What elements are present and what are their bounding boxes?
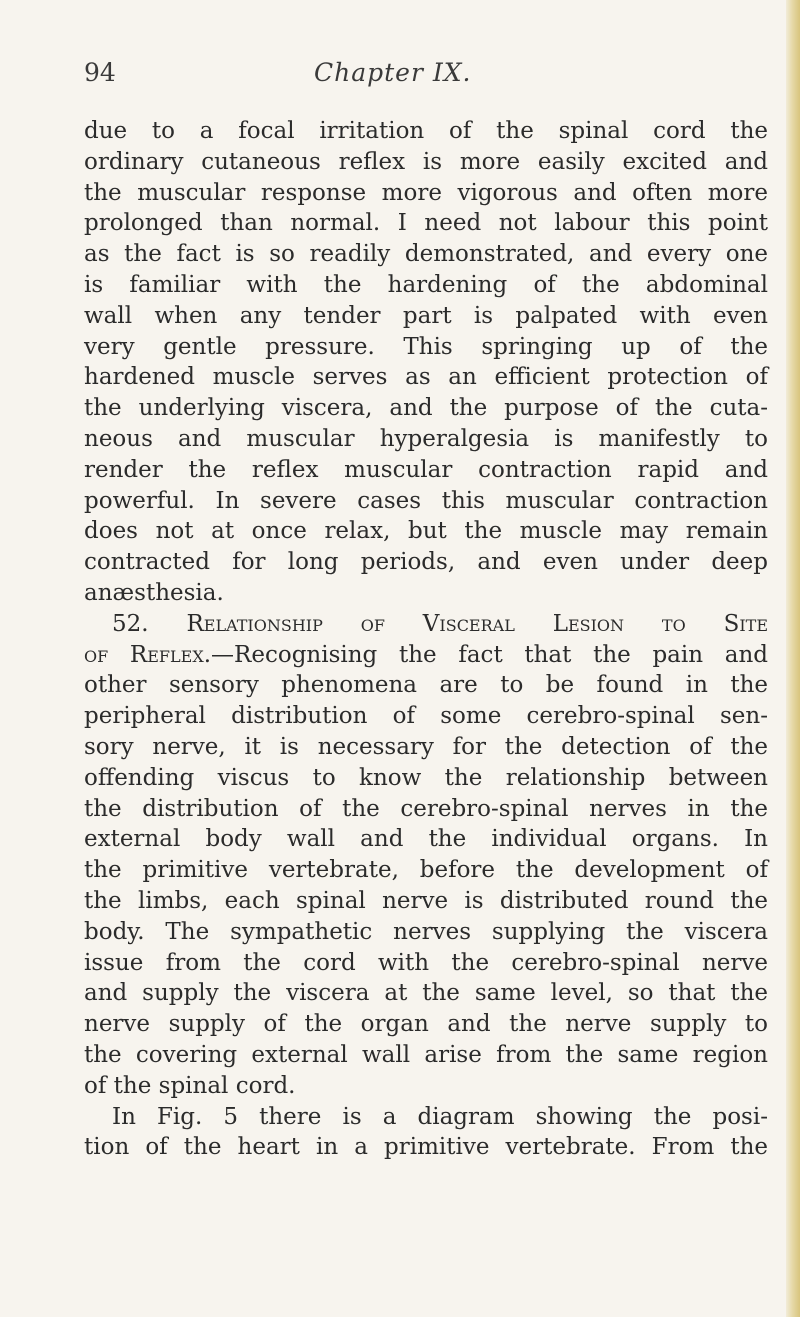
paragraph xyxy=(84,1102,768,1164)
body-text xyxy=(84,116,768,1163)
text-line: offending viscus to know the relationship between xyxy=(84,764,768,791)
text-line: does not at once relax, but the muscle may remain xyxy=(84,518,768,545)
text-line: the distribution of the cerebro-spinal nerves in the xyxy=(84,795,768,822)
text-line: powerful. In severe cases this muscular contraction xyxy=(84,487,768,514)
section-heading: 52. Relationship of Visceral Lesion to Site xyxy=(112,610,768,637)
page-number: 94 xyxy=(84,58,116,87)
text-line: wall when any tender part is palpated with even xyxy=(84,302,768,329)
text-line: tion of the heart in a primitive vertebrate. From the xyxy=(84,1134,768,1161)
text-line: is familiar with the hardening of the abdominal xyxy=(84,271,768,298)
text-fragment: —Recognising the fact that the pain and xyxy=(211,641,768,668)
text-line: hardened muscle serves as an efficient protection of xyxy=(84,364,768,391)
text-line: as the fact is so readily demonstrated, and every one xyxy=(84,241,768,268)
text-line: nerve supply of the organ and the nerve supply to xyxy=(84,1011,768,1038)
text-line: In Fig. 5 there is a diagram showing the posi- xyxy=(112,1103,768,1130)
text-line: the muscular response more vigorous and often more xyxy=(84,179,768,206)
text-line: anæsthesia. xyxy=(84,579,224,606)
text-line: other sensory phenomena are to be found in the xyxy=(84,672,768,699)
text-line: issue from the cord with the cerebro-spinal nerve xyxy=(84,949,768,976)
text-line: the limbs, each spinal nerve is distributed round the xyxy=(84,887,768,914)
text-line: render the reflex muscular contraction rapid and xyxy=(84,456,768,483)
chapter-title: Chapter IX. xyxy=(314,58,472,87)
text-line: the underlying viscera, and the purpose of the cuta- xyxy=(84,395,768,422)
paragraph xyxy=(84,116,768,609)
section-52-paragraph xyxy=(84,609,768,1102)
text-line: sory nerve, it is necessary for the detection of the xyxy=(84,733,768,760)
text-line: of the spinal cord. xyxy=(84,1072,296,1099)
text-line: very gentle pressure. This springing up of the xyxy=(84,333,768,360)
section-heading-end: of Reflex. xyxy=(84,641,212,668)
text-line: neous and muscular hyperalgesia is manifestly to xyxy=(84,425,768,452)
text-line: and supply the viscera at the same level, so that the xyxy=(84,980,768,1007)
text-line: the primitive vertebrate, before the development of xyxy=(84,857,768,884)
text-line: the covering external wall arise from the same region xyxy=(84,1041,768,1068)
text-line: peripheral distribution of some cerebro-spinal sen- xyxy=(84,703,768,730)
text-line: prolonged than normal. I need not labour this point xyxy=(84,210,768,237)
text-line xyxy=(84,640,768,671)
text-line: external body wall and the individual organs. In xyxy=(84,826,768,853)
running-head xyxy=(84,58,768,108)
page-edge xyxy=(786,0,800,1317)
text-line: body. The sympathetic nerves supplying the viscera xyxy=(84,918,768,945)
book-page xyxy=(84,58,768,1163)
text-line: due to a focal irritation of the spinal cord the xyxy=(84,118,768,144)
text-line: ordinary cutaneous reflex is more easily excited and xyxy=(84,148,768,175)
text-line: contracted for long periods, and even under deep xyxy=(84,549,768,576)
